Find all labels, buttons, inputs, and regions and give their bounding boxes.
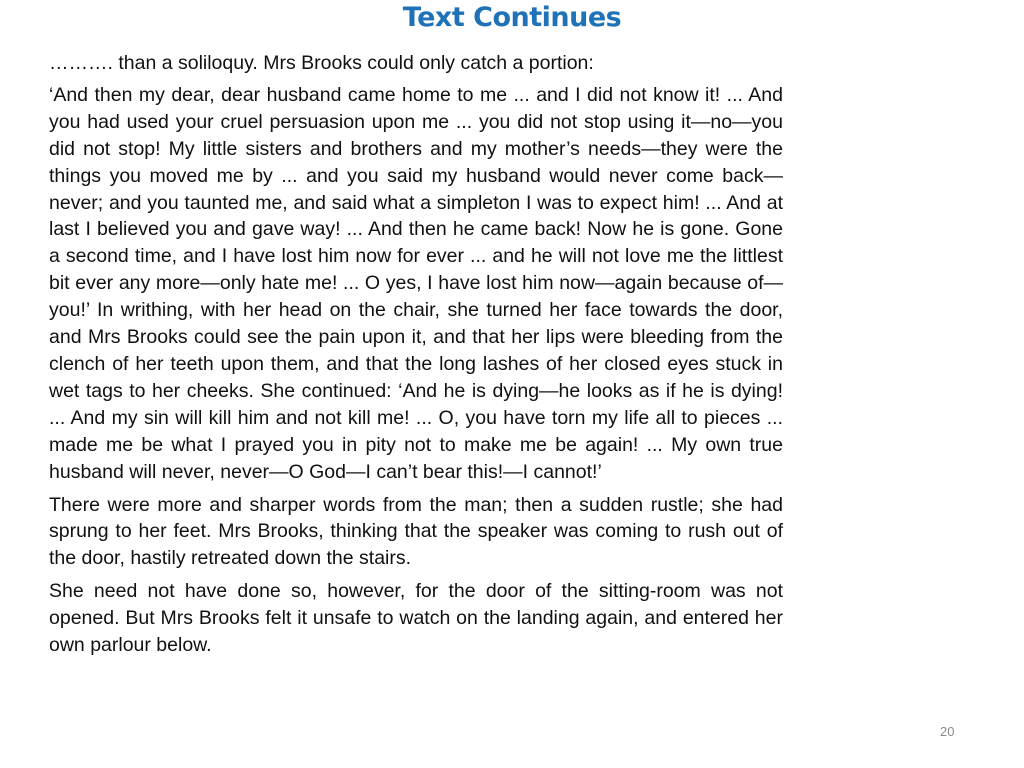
page-number: 20 — [940, 724, 955, 739]
body-paragraph-parlour: She need not have done so, however, for the door of the sitting-room was not opened. But Mrs Brooks felt it unsafe to watch on the landing again, and entered her own parlour below. — [49, 580, 783, 657]
slide-title: Text Continues — [402, 2, 622, 33]
slide-body — [49, 50, 783, 665]
body-paragraph-rustle: There were more and sharper words from the man; then a sudden rustle; she had sprung to her feet. Mrs Brooks, thinking that the speaker was coming to rush out of the door, hastily retreated down the stairs. — [49, 493, 783, 570]
body-paragraph-intro: ………. than a soliloquy. Mrs Brooks could only catch a portion: — [49, 52, 594, 74]
body-paragraph-speech: ‘And then my dear, dear husband came home to me ... and I did not know it! ... And you had used your cruel persuasion upon me ... you did not stop using it—no—you did not stop! My little sisters and brothers and my mother’s needs—they were the things you moved me by ... and you said my husband would never come back—never; and you taunted me, and said what a simpleton I was to expect him! ... And at last I believed you and gave way! ... And then he came back! Now he is gone. Gone a second time, and I have lost him now for ever ... and he will not love me the littlest bit ever any more—only hate me! ... O yes, I have lost him now—again because of—you!’ In writhing, with her head on the chair, she turned her face towards the door, and Mrs Brooks could see the pain upon it, and that her lips were bleeding from the clench of her teeth upon them, and that the long lashes of her closed eyes stuck in wet tags to her cheeks. She continued: ‘And he is dying—he looks as if he is dying! ... And my sin will kill him and not kill me! ... O, you have torn my life all to pieces ... made me be what I prayed you in pity not to make me be again! ... My own true husband will never, never—O God—I can’t bear this!—I cannot!’ — [49, 83, 783, 483]
